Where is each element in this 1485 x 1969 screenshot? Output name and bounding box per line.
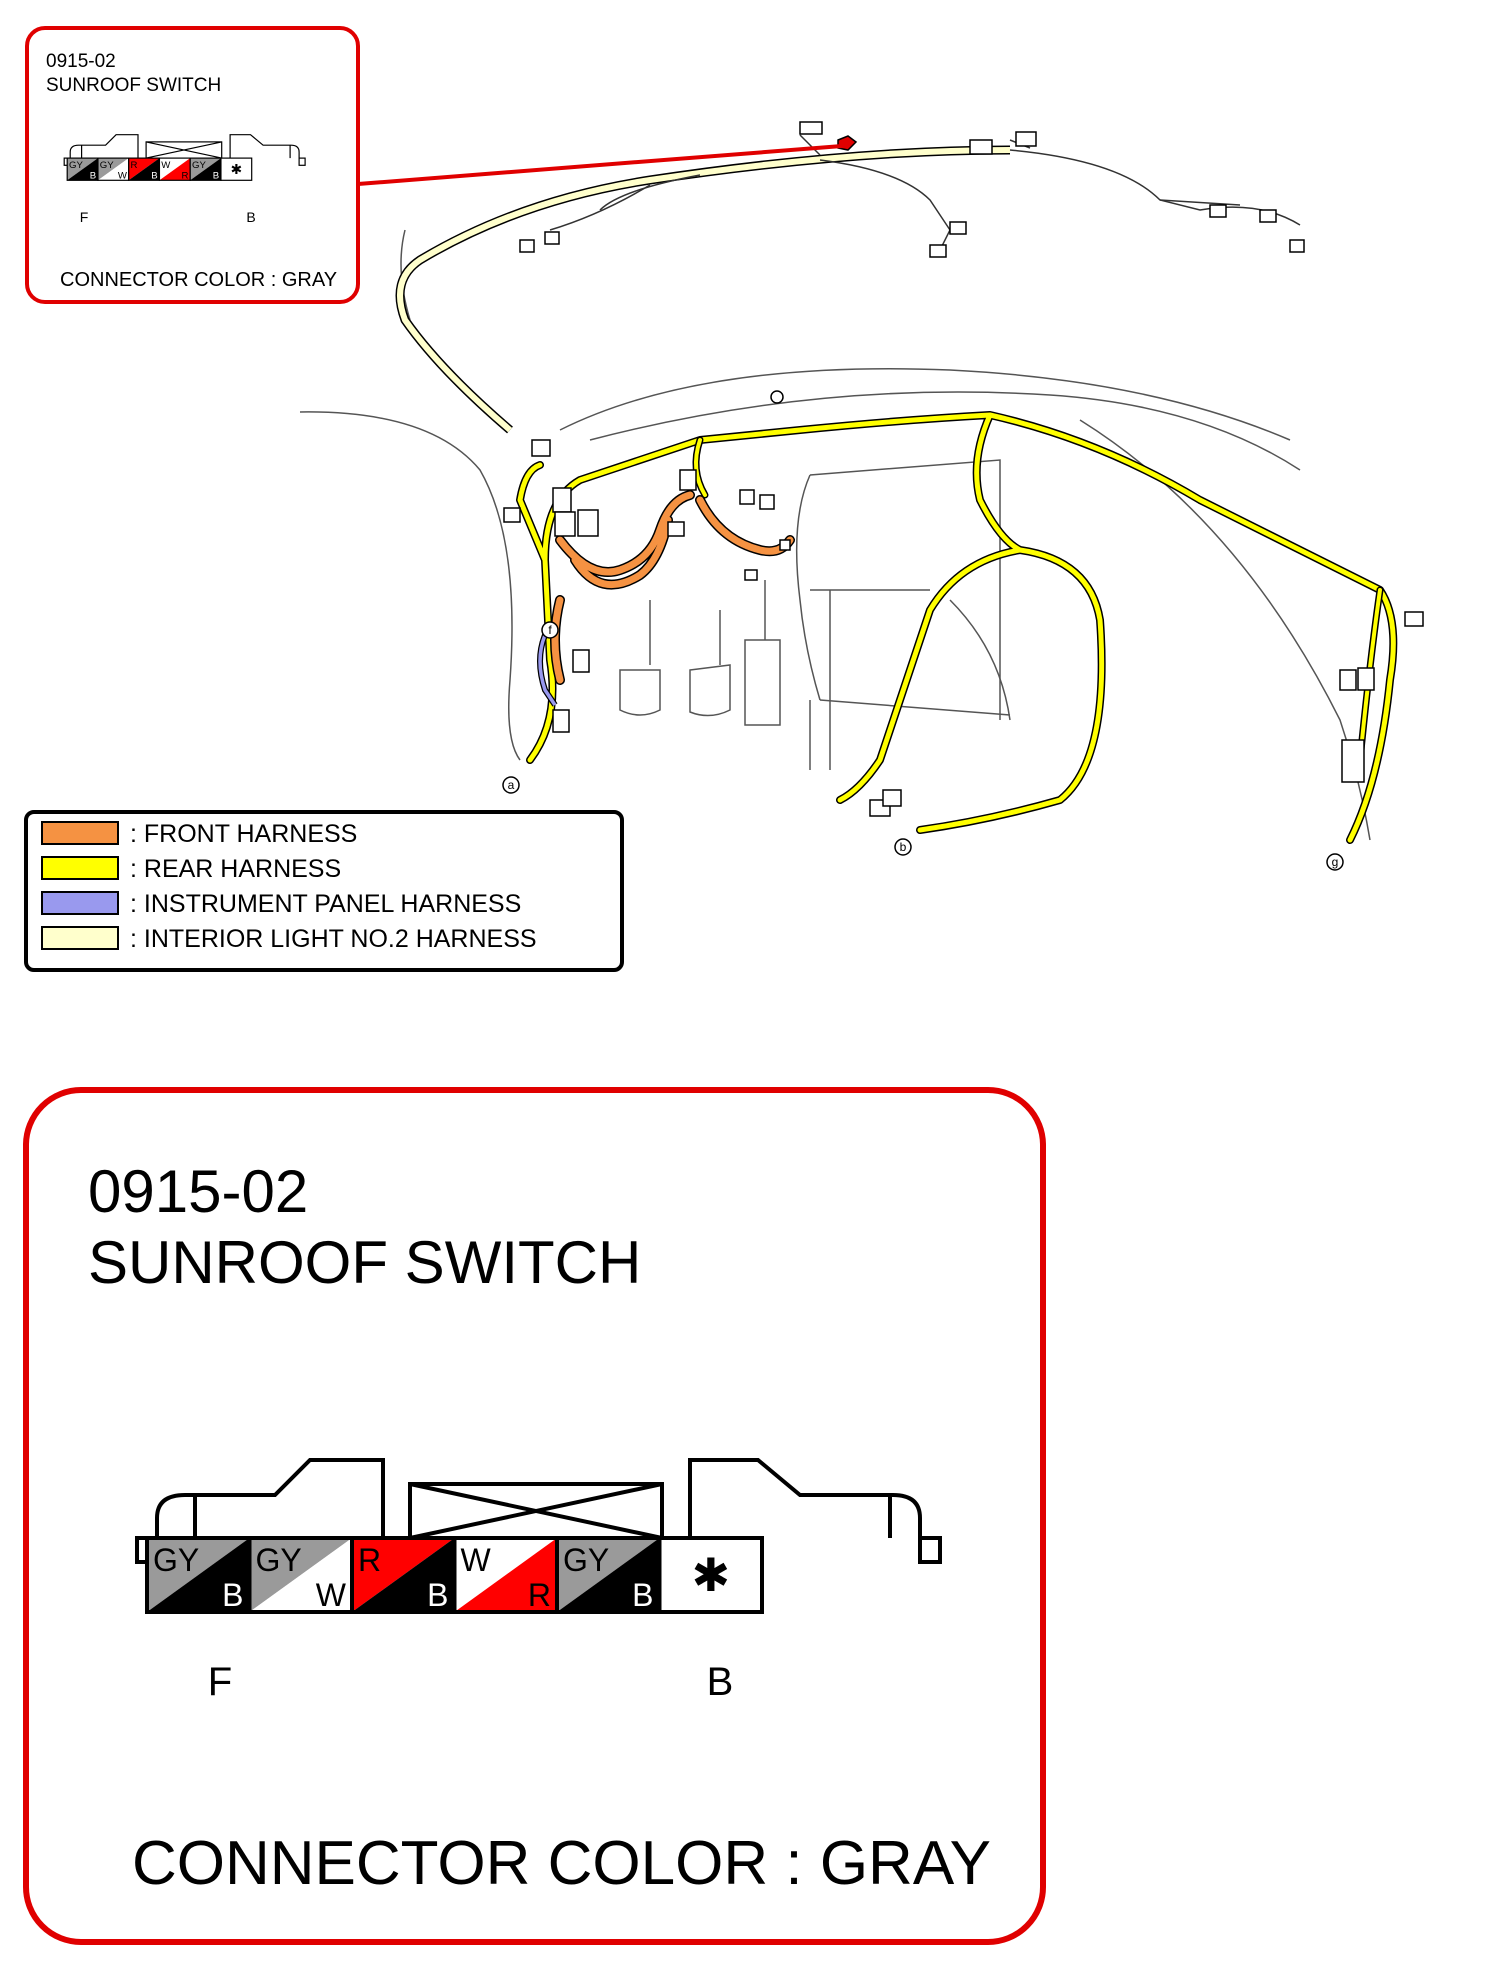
pin-4 <box>455 1538 558 1613</box>
small-side-label-right: B <box>246 209 256 225</box>
pin-6 <box>660 1538 763 1612</box>
svg-text:g: g <box>1331 855 1339 869</box>
small-pin-1 <box>67 158 98 181</box>
small-pin-1-top-color: GY <box>69 159 83 172</box>
pin-3-bottom-color: B <box>427 1577 449 1613</box>
small-pin-3-top-color: R <box>130 159 138 172</box>
location-marker-f <box>542 622 558 638</box>
legend-item <box>42 925 537 953</box>
small-pin-5-bottom-color: B <box>212 170 220 182</box>
small-side-label-left: F <box>79 209 89 225</box>
location-marker-g <box>1327 854 1343 870</box>
small-pin-3-bottom-color: B <box>151 170 158 182</box>
small-pin-2 <box>98 158 129 181</box>
small-pin-1-bottom-color: B <box>89 170 97 182</box>
pin-1-top-color: GY <box>153 1542 200 1578</box>
legend-item <box>42 820 357 848</box>
small-pin-4-bottom-color: R <box>181 170 189 182</box>
pin-3-top-color: R <box>358 1542 382 1578</box>
svg-text:b: b <box>899 840 907 854</box>
small-pin-5 <box>190 158 221 181</box>
pin-5-top-color: GY <box>563 1542 610 1578</box>
location-marker-a <box>503 777 519 793</box>
legend-label: : INTERIOR LIGHT NO.2 HARNESS <box>130 925 537 953</box>
connector-code: 0915-02 <box>88 1158 309 1225</box>
svg-text:a: a <box>507 778 515 792</box>
pin-4-bottom-color: R <box>527 1577 551 1613</box>
small-pin-4 <box>159 158 190 181</box>
small-pin-4-top-color: W <box>161 159 171 172</box>
connector-color-label: CONNECTOR COLOR : GRAY <box>132 1829 991 1898</box>
pin-6-symbol: ✱ <box>691 1549 731 1601</box>
small-pin-6 <box>221 158 252 180</box>
small-pin-5-top-color: GY <box>192 159 206 172</box>
connector-name: SUNROOF SWITCH <box>88 1229 642 1296</box>
small-connector-color-label: CONNECTOR COLOR : GRAY <box>60 269 338 291</box>
pin-5-bottom-color: B <box>632 1577 654 1613</box>
legend-swatch <box>42 822 118 844</box>
small-pin-2-top-color: GY <box>99 159 114 172</box>
legend-item <box>42 890 521 918</box>
connector-detail-large <box>26 1090 1043 1942</box>
small-connector-name: SUNROOF SWITCH <box>46 75 222 96</box>
pin-2-bottom-color: W <box>315 1577 346 1613</box>
small-pin-3 <box>129 158 160 181</box>
legend-swatch <box>42 927 118 949</box>
svg-text:f: f <box>548 623 552 637</box>
pin-1 <box>147 1538 250 1613</box>
pin-2-top-color: GY <box>255 1542 302 1578</box>
pin-1-bottom-color: B <box>222 1577 244 1613</box>
legend-label: : INSTRUMENT PANEL HARNESS <box>130 890 522 918</box>
pin-4-top-color: W <box>460 1542 491 1578</box>
small-pin-6-symbol: ✱ <box>230 162 243 178</box>
legend-item <box>42 855 341 883</box>
legend-swatch <box>42 892 118 914</box>
legend-label: : FRONT HARNESS <box>130 820 358 848</box>
harness-illustration <box>300 122 1423 870</box>
legend-swatch <box>42 857 118 879</box>
side-label-left: F <box>207 1660 233 1704</box>
small-connector-code: 0915-02 <box>46 51 116 72</box>
pin-5 <box>557 1538 660 1613</box>
pin-3 <box>352 1538 455 1613</box>
location-marker-b <box>895 839 911 855</box>
small-pin-2-bottom-color: W <box>117 170 127 182</box>
harness-legend <box>26 812 622 970</box>
connector-callout-small <box>27 28 358 302</box>
legend-label: : REAR HARNESS <box>130 855 342 883</box>
side-label-right: B <box>706 1660 734 1704</box>
pin-2 <box>250 1538 353 1613</box>
